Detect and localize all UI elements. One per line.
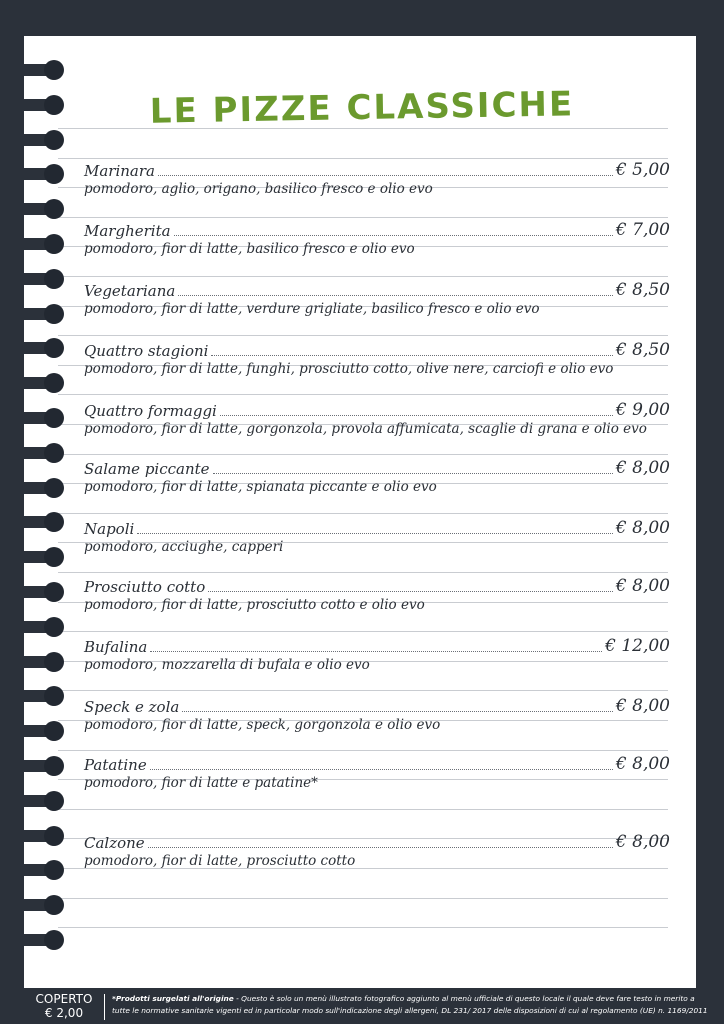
ruled-line	[58, 927, 668, 928]
menu-item	[84, 752, 670, 798]
pizza-price: € 8,50	[615, 280, 670, 300]
pizza-price: € 8,00	[615, 754, 670, 774]
pizza-price: € 7,00	[615, 220, 670, 240]
binding-ring	[0, 754, 70, 778]
pizza-price: € 8,00	[615, 696, 670, 716]
dot-leader	[213, 473, 613, 474]
menu-item	[84, 634, 670, 680]
pizza-ingredients: pomodoro, aglio, origano, basilico fresco e olio evo	[84, 181, 433, 197]
menu-item	[84, 158, 670, 204]
pizza-name: Salame piccante	[84, 460, 210, 478]
pizza-name: Napoli	[84, 520, 135, 538]
pizza-name: Marinara	[84, 162, 155, 180]
pizza-ingredients: pomodoro, fior di latte, prosciutto cotto e olio evo	[84, 597, 425, 613]
ruled-line	[58, 335, 668, 336]
binding-ring	[0, 267, 70, 291]
binding-ring	[0, 336, 70, 360]
binding-ring	[0, 302, 70, 326]
binding-ring	[0, 162, 70, 186]
ruled-line	[58, 276, 668, 277]
legal-note	[112, 993, 710, 1017]
ruled-line	[58, 809, 668, 810]
coperto-label: COPERTO	[35, 992, 93, 1006]
binding-ring	[0, 650, 70, 674]
dot-leader	[150, 651, 602, 652]
binding-ring	[0, 441, 70, 465]
legal-note-text: - Questo è solo un menù illustrato fotografico aggiunto al menù ufficiale di questo locale il quale deve fare testo in merito a tutte le normative sanitarie vigenti ed in particolar modo sull'indicazione degli allergeni, DL 231/ 2017 delle disposizioni di cui al regolamento (UE) n. 1169/2011	[112, 994, 708, 1015]
pizza-price: € 12,00	[605, 636, 670, 656]
pizza-name: Quattro formaggi	[84, 402, 217, 420]
pizza-price: € 5,00	[615, 160, 670, 180]
menu-item	[84, 398, 670, 444]
pizza-price: € 8,00	[615, 576, 670, 596]
pizza-price: € 9,00	[615, 400, 670, 420]
dot-leader	[220, 415, 613, 416]
dot-leader	[208, 591, 613, 592]
pizza-price: € 8,00	[615, 458, 670, 478]
binding-ring	[0, 893, 70, 917]
pizza-name: Vegetariana	[84, 282, 176, 300]
coperto-info	[28, 992, 100, 1020]
binding-ring	[0, 684, 70, 708]
binding-ring	[0, 510, 70, 534]
binding-ring	[0, 232, 70, 256]
coperto-price: € 2,00	[44, 1006, 84, 1020]
menu-item	[84, 516, 670, 562]
legal-note-bold: *Prodotti surgelati all'origine	[112, 994, 234, 1003]
binding-ring	[0, 406, 70, 430]
binding-ring	[0, 789, 70, 813]
binding-ring	[0, 824, 70, 848]
ruled-line	[58, 750, 668, 751]
dot-leader	[178, 295, 613, 296]
pizza-price: € 8,00	[615, 518, 670, 538]
pizza-price: € 8,50	[615, 340, 670, 360]
binding-ring	[0, 545, 70, 569]
ruled-line	[58, 394, 668, 395]
dot-leader	[174, 235, 613, 236]
ruled-line	[58, 513, 668, 514]
ruled-line	[58, 454, 668, 455]
menu-item	[84, 338, 670, 384]
binding-ring	[0, 858, 70, 882]
menu-item	[84, 574, 670, 620]
binding-ring	[0, 580, 70, 604]
pizza-ingredients: pomodoro, fior di latte, speck, gorgonzola e olio evo	[84, 717, 441, 733]
pizza-ingredients: pomodoro, fior di latte, verdure grigliate, basilico fresco e olio evo	[84, 301, 540, 317]
page-title: LE PIZZE CLASSICHE	[149, 84, 575, 132]
menu-item	[84, 456, 670, 502]
dot-leader	[148, 847, 613, 848]
pizza-ingredients: pomodoro, fior di latte, gorgonzola, provola affumicata, scaglie di grana e olio evo	[84, 421, 647, 437]
binding-ring	[0, 371, 70, 395]
binding-ring	[0, 197, 70, 221]
menu-item	[84, 218, 670, 264]
pizza-name: Quattro stagioni	[84, 342, 209, 360]
pizza-ingredients: pomodoro, fior di latte, basilico fresco e olio evo	[84, 241, 415, 257]
dot-leader	[211, 355, 612, 356]
menu-item	[84, 694, 670, 740]
footer	[0, 990, 724, 1024]
dot-leader	[182, 711, 613, 712]
pizza-ingredients: pomodoro, mozzarella di bufala e olio evo	[84, 657, 370, 673]
dot-leader	[150, 769, 613, 770]
pizza-name: Margherita	[84, 222, 171, 240]
pizza-ingredients: pomodoro, fior di latte, funghi, prosciutto cotto, olive nere, carciofi e olio evo	[84, 361, 614, 377]
pizza-name: Prosciutto cotto	[84, 578, 206, 596]
menu-item	[84, 278, 670, 324]
pizza-ingredients: pomodoro, acciughe, capperi	[84, 539, 284, 555]
footer-divider	[104, 994, 105, 1020]
menu-item	[84, 830, 670, 876]
ruled-line	[58, 572, 668, 573]
ruled-line	[58, 898, 668, 899]
pizza-price: € 8,00	[615, 832, 670, 852]
binding-ring	[0, 615, 70, 639]
binding-ring	[0, 928, 70, 952]
binding-ring	[0, 58, 70, 82]
binding-ring	[0, 719, 70, 743]
pizza-name: Speck e zola	[84, 698, 180, 716]
pizza-name: Calzone	[84, 834, 145, 852]
dot-leader	[137, 533, 613, 534]
pizza-name: Patatine	[84, 756, 147, 774]
pizza-name: Bufalina	[84, 638, 148, 656]
ruled-line	[58, 690, 668, 691]
binding-ring	[0, 476, 70, 500]
pizza-ingredients: pomodoro, fior di latte e patatine*	[84, 775, 318, 791]
dot-leader	[158, 175, 613, 176]
pizza-ingredients: pomodoro, fior di latte, spianata piccante e olio evo	[84, 479, 437, 495]
ruled-line	[58, 631, 668, 632]
pizza-ingredients: pomodoro, fior di latte, prosciutto cotto	[84, 853, 356, 869]
